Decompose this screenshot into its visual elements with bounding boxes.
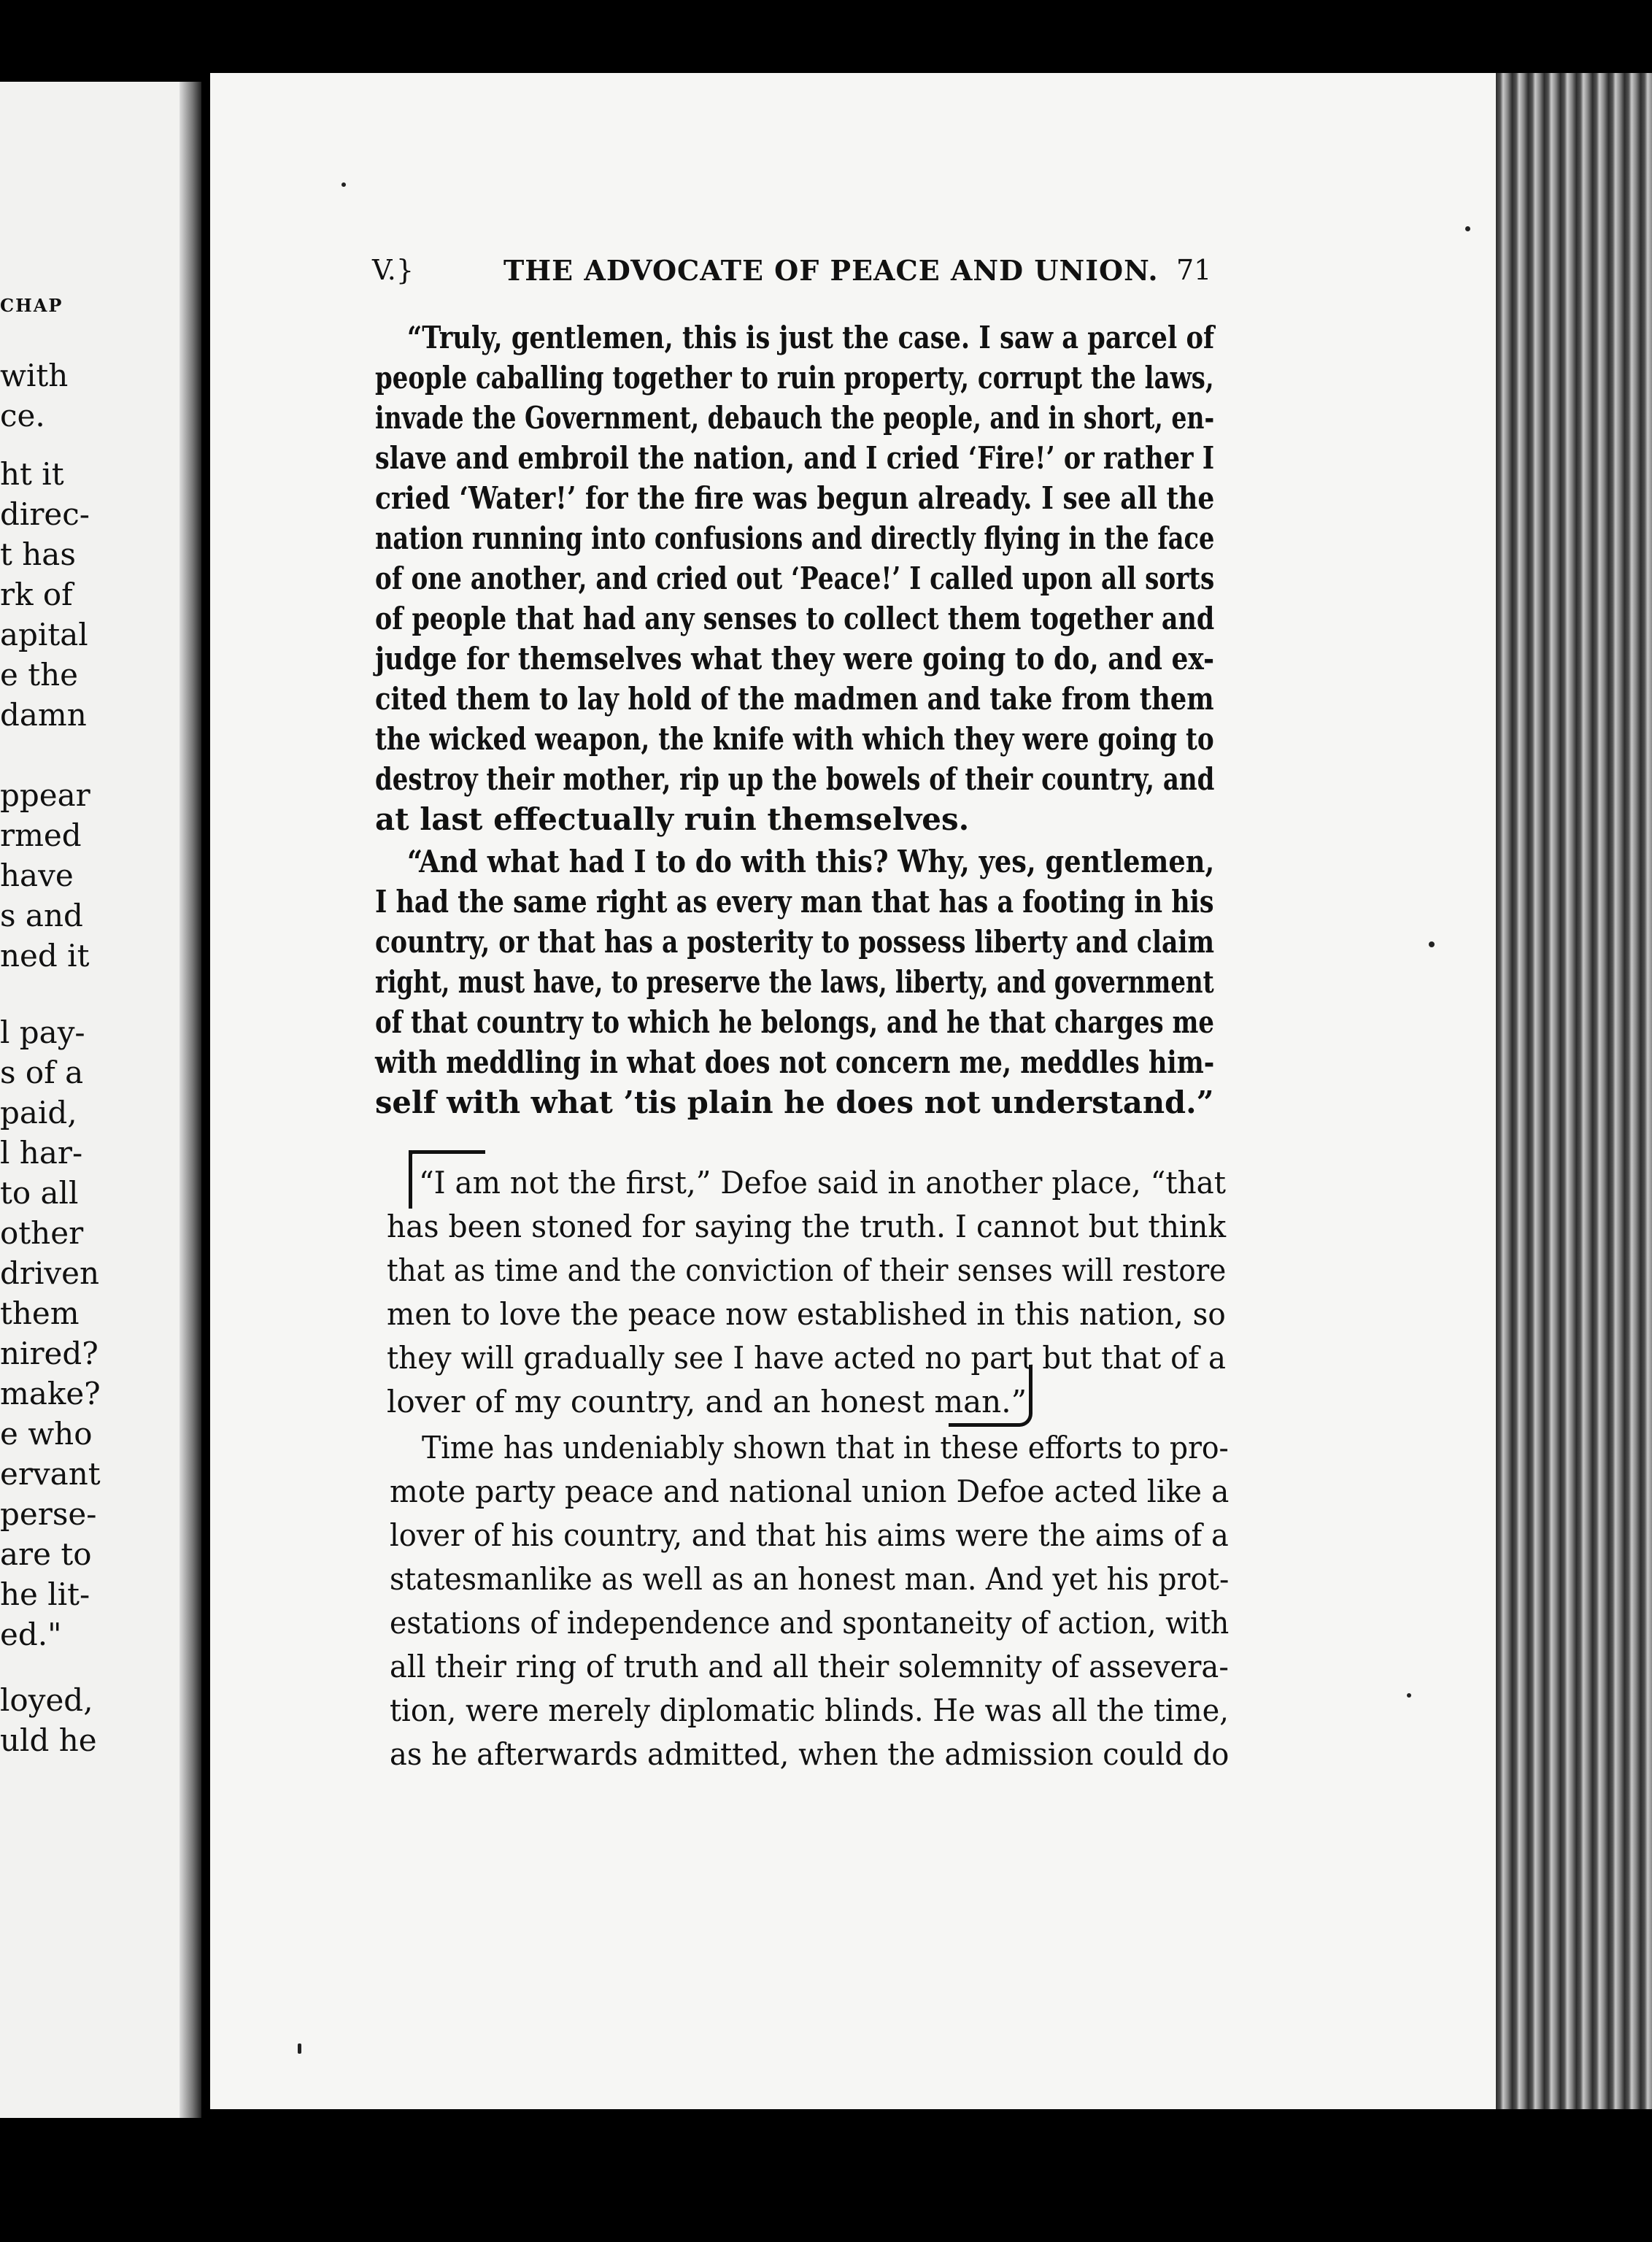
running-head-title: THE ADVOCATE OF PEACE AND UNION. <box>503 254 1159 287</box>
left-page-line: loyed, <box>0 1682 93 1718</box>
left-page-line: ht it <box>0 456 64 492</box>
text-line: of people that had any senses to collect them together and <box>375 601 1215 636</box>
left-page-line: them <box>0 1295 80 1331</box>
left-page-line: l har- <box>0 1135 83 1171</box>
text-line: lover of my country, and an honest man.” <box>387 1384 1027 1419</box>
left-page-line: ppear <box>0 777 90 813</box>
text-line: “And what had I to do with this? Why, yes, gentlemen, <box>407 844 1215 879</box>
left-page-line: s and <box>0 898 83 933</box>
left-page-line: he lit- <box>0 1576 90 1612</box>
left-page-line: make? <box>0 1376 101 1411</box>
text-line: estations of independence and spontaneity of action, with <box>390 1605 1230 1641</box>
paper-speck <box>1465 226 1470 231</box>
paper-speck <box>341 182 346 187</box>
left-page-line: ervant <box>0 1456 101 1492</box>
paper-speck <box>1429 941 1435 947</box>
left-page-line: are to <box>0 1536 92 1572</box>
left-page-line: t has <box>0 536 76 572</box>
text-line: has been stoned for saying the truth. I cannot but think <box>387 1209 1227 1244</box>
left-page-line: apital <box>0 617 88 652</box>
text-line: all their ring of truth and all their solemnity of assevera- <box>390 1649 1229 1684</box>
left-page-line: paid, <box>0 1095 77 1130</box>
text-line: men to love the peace now established in this nation, so <box>387 1296 1226 1332</box>
text-line: of that country to which he belongs, and he that charges me <box>375 1004 1214 1040</box>
text-line: statesmanlike as well as an honest man. And yet his prot- <box>390 1561 1230 1597</box>
left-page-line: nired? <box>0 1336 99 1371</box>
text-line: judge for themselves what they were going to do, and ex- <box>375 641 1215 677</box>
left-page-line: driven <box>0 1255 100 1291</box>
left-page-line: to all <box>0 1175 79 1211</box>
text-line: as he afterwards admitted, when the admission could do <box>390 1736 1230 1772</box>
text-line: “Truly, gentlemen, this is just the case. I saw a parcel of <box>407 320 1215 355</box>
text-line: mote party peace and national union Defoe acted like a <box>390 1474 1230 1509</box>
left-page-line: rk of <box>0 577 73 612</box>
left-page-line: uld he <box>0 1722 97 1758</box>
text-line: with meddling in what does not concern me, meddles him- <box>375 1044 1215 1080</box>
text-line: the wicked weapon, the knife with which they were going to <box>375 721 1214 757</box>
text-line: Time has undeniably shown that in these efforts to pro- <box>422 1430 1229 1465</box>
left-page-line: have <box>0 858 74 893</box>
text-line: lover of his country, and that his aims were the aims of a <box>390 1517 1229 1553</box>
chapter-marker: V.} <box>372 254 414 286</box>
left-page-line: ned it <box>0 938 90 974</box>
text-line: cited them to lay hold of the madmen and take from them <box>375 681 1214 717</box>
left-facing-page <box>0 82 191 2118</box>
text-line: at last effectually ruin themselves. <box>375 801 970 837</box>
left-page-line: ce. <box>0 398 45 434</box>
paper-speck <box>298 2043 301 2054</box>
left-page-line: perse- <box>0 1496 97 1532</box>
text-line: right, must have, to preserve the laws, liberty, and government <box>375 964 1214 1000</box>
page-edge <box>1496 73 1652 2109</box>
text-line: they will gradually see I have acted no part but that of a <box>387 1340 1226 1376</box>
text-line: invade the Government, debauch the people, and in short, en- <box>375 400 1215 436</box>
pencil-bracket-open <box>409 1150 485 1198</box>
book-gutter <box>180 82 201 2118</box>
left-page-line: damn <box>0 697 87 733</box>
left-page-line: e the <box>0 657 78 693</box>
text-line: self with what ’tis plain he does not understand.” <box>375 1085 1214 1120</box>
paper-speck <box>1407 1693 1411 1698</box>
text-line: of one another, and cried out ‘Peace!’ I called upon all sorts <box>375 560 1215 596</box>
text-line: cried ‘Water!’ for the fire was begun already. I see all the <box>375 480 1215 516</box>
text-line: I had the same right as every man that has a footing in his <box>375 884 1214 920</box>
text-line: “I am not the first,” Defoe said in another place, “that <box>419 1165 1227 1201</box>
left-page-line: s of a <box>0 1055 84 1090</box>
left-page-line: other <box>0 1215 84 1251</box>
text-line: slave and embroil the nation, and I cried ‘Fire!’ or rather I <box>375 440 1215 476</box>
left-page-line: l pay- <box>0 1014 85 1050</box>
text-line: tion, were merely diplomatic blinds. He was all the time, <box>390 1692 1229 1728</box>
text-line: people caballing together to ruin property, corrupt the laws, <box>375 360 1214 396</box>
left-page-line: e who <box>0 1416 93 1452</box>
left-page-line: with <box>0 358 69 393</box>
pencil-bracket-close <box>949 1365 1032 1427</box>
text-line: destroy their mother, rip up the bowels of their country, and <box>375 761 1215 797</box>
left-page-line: ed." <box>0 1617 62 1652</box>
pencil-bracket-stem <box>409 1150 412 1209</box>
left-page-header: CHAP <box>0 295 63 316</box>
page-number: 71 <box>1176 254 1212 286</box>
left-page-line: rmed <box>0 817 82 853</box>
left-page-line: direc- <box>0 496 90 532</box>
text-line: that as time and the conviction of their senses will restore <box>387 1252 1227 1288</box>
text-line: nation running into confusions and directly flying in the face <box>375 520 1215 556</box>
text-line: country, or that has a posterity to possess liberty and claim <box>375 924 1215 960</box>
